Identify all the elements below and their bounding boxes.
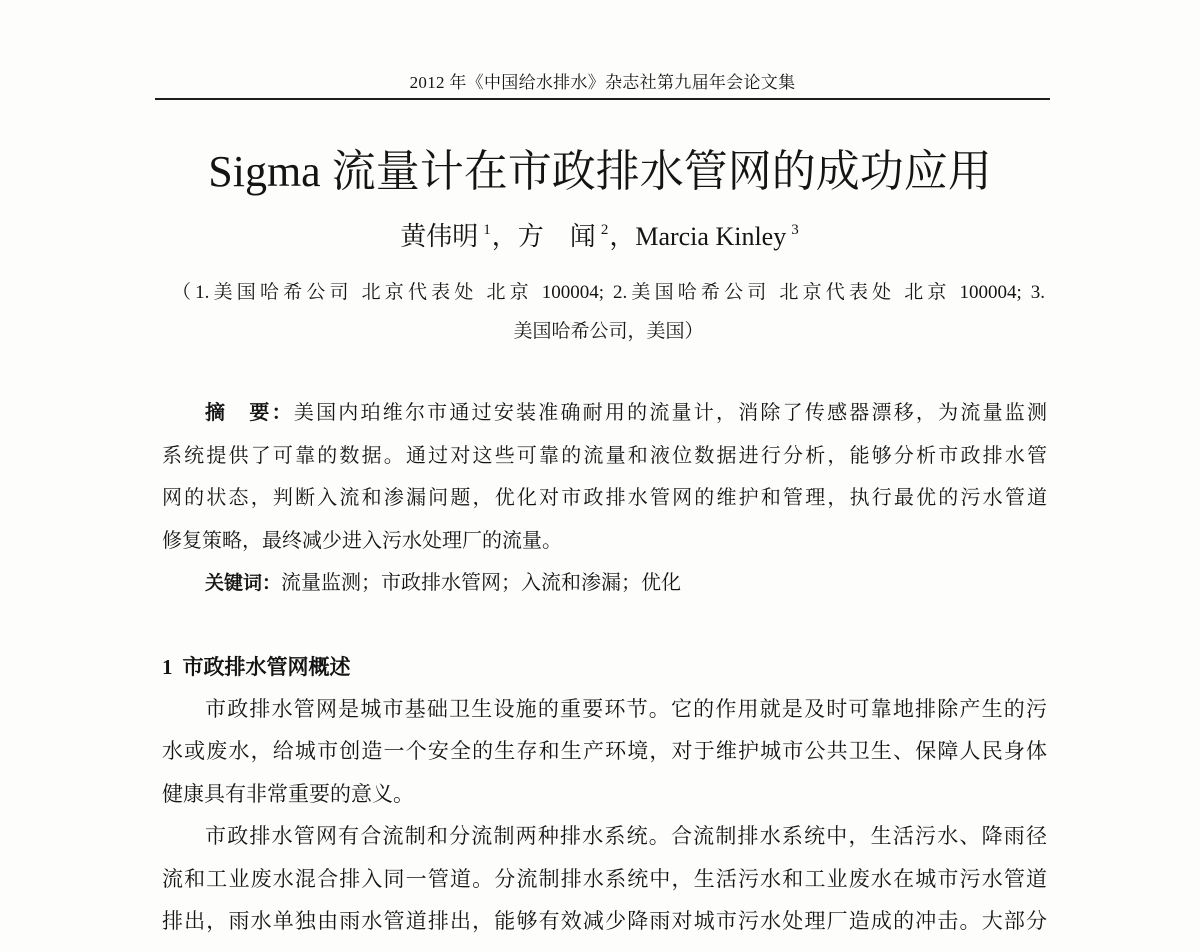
author-separator: ，: [609, 222, 636, 251]
author-name: 黄伟明: [400, 222, 479, 251]
abstract-line: 网的状态，判断入流和渗漏问题，优化对市政排水管网的维护和管理，执行最优的污水管道: [162, 487, 1047, 510]
paragraph-line: 水或废水，给城市创造一个安全的生存和生产环境，对于维护城市公共卫生、保障人民身体: [162, 739, 1047, 764]
paper-title: Sigma 流量计在市政排水管网的成功应用: [208, 147, 992, 196]
paragraph-line: 流和工业废水混合排入同一管道。分流制排水系统中，生活污水和工业废水在城市污水管道: [162, 866, 1047, 891]
abstract-line: [205, 392, 1047, 435]
author-separator: ，: [491, 222, 518, 251]
paragraph-line: 健康具有非常重要的意义。: [162, 781, 414, 806]
author-affiliation-marker: 2: [600, 222, 609, 238]
affiliation-line: 美国哈希公司，美国）: [513, 321, 704, 342]
paragraph: [162, 688, 1047, 816]
paragraph-line: 市政排水管网有合流制和分流制两种排水系统。合流制排水系统中，生活污水、降雨径: [205, 824, 1047, 849]
author-list: [200, 219, 1000, 255]
abstract-line: 修复策略，最终减少进入污水处理厂的流量。: [162, 529, 562, 552]
section-heading: [162, 647, 1047, 688]
paragraph-line: 排出，雨水单独由雨水管道排出，能够有效减少降雨对城市污水处理厂造成的冲击。大部分: [162, 909, 1047, 934]
paragraph: [162, 815, 1047, 943]
paragraph-line: 市政排水管网是城市基础卫生设施的重要环节。它的作用就是及时可靠地排除产生的污: [205, 696, 1047, 721]
author-affiliation-marker: 1: [483, 222, 491, 238]
author-name: 方 闻: [517, 222, 596, 251]
affiliation-line: （1.美国哈希公司 北京代表处 北京 100004; 2.美国哈希公司 北京代表处 北京 100004; 3.: [172, 282, 1045, 303]
header-rule: [155, 98, 1050, 100]
running-header: 2012 年《中国给水排水》杂志社第九届年会论文集: [409, 73, 796, 92]
author-affiliation-marker: 3: [791, 222, 799, 238]
abstract-label: 摘 要：: [205, 402, 294, 424]
abstract-text: 美国内珀维尔市通过安装准确耐用的流量计，消除了传感器漂移，为流量监测: [293, 402, 1048, 424]
author-name: Marcia Kinley: [635, 222, 787, 251]
section-number: 1: [162, 654, 173, 679]
affiliations: [172, 273, 1045, 351]
keywords: [162, 562, 1047, 605]
keywords-label: 关键词：: [205, 572, 282, 594]
section: [162, 647, 1047, 944]
keywords-text: 流量监测；市政排水管网；入流和渗漏；优化: [281, 571, 682, 594]
keywords-line: [205, 562, 1047, 605]
section-title: 市政排水管网概述: [182, 654, 351, 679]
abstract-line: 系统提供了可靠的数据。通过对这些可靠的流量和液位数据进行分析，能够分析市政排水管: [162, 444, 1047, 467]
abstract: [162, 392, 1047, 562]
